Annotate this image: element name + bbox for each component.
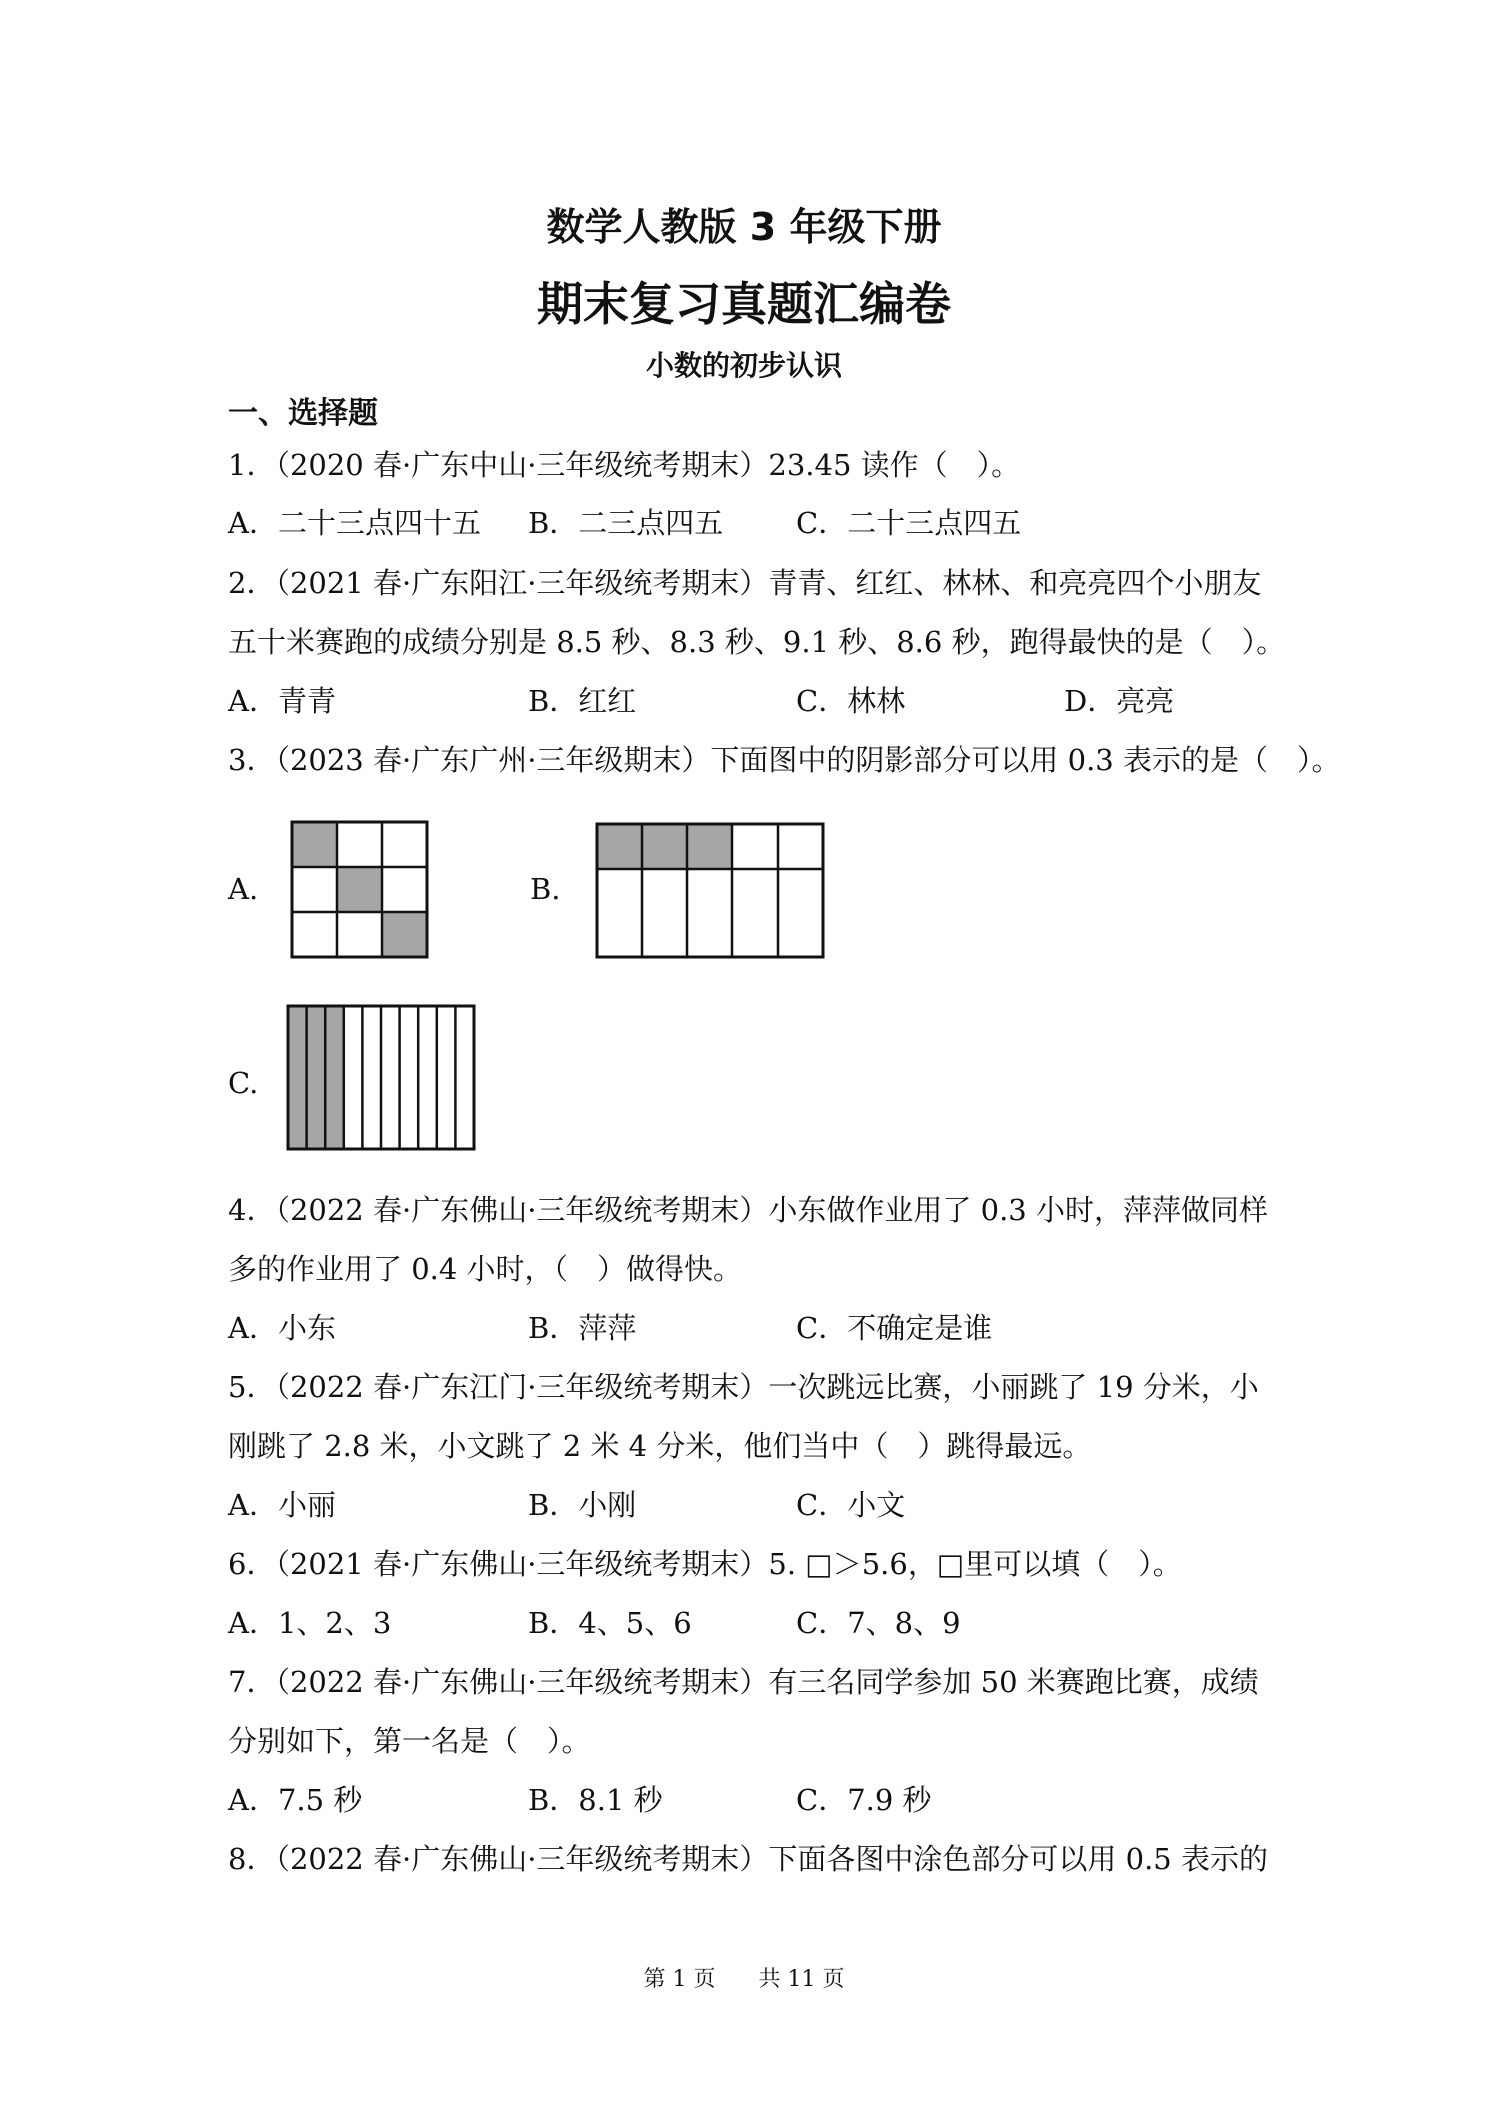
figure-c-shaded-strip [288,1006,307,1149]
question-2-stem-line2: 五十米赛跑的成绩分别是 8.5 秒、8.3 秒、9.1 秒、8.6 秒，跑得最快的是（ ）。 [228,625,1286,659]
figure-c-shaded-strip [307,1006,326,1149]
question-2-option-a: A．青青 [228,684,336,718]
question-1-option-a: A．二十三点四十五 [228,506,481,540]
question-3-figure-a [290,820,430,960]
document-topic: 小数的初步认识 [645,349,842,382]
document-title: 数学人教版 3 年级下册 [546,205,942,249]
question-4-stem-line2: 多的作业用了 0.4 小时，（ ）做得快。 [228,1252,743,1286]
question-6-option-a: A．1、2、3 [228,1606,392,1640]
figure-a-shaded-cell [337,867,382,912]
question-7-option-c: C．7.9 秒 [796,1783,932,1817]
figure-b-shaded-cell [687,824,732,869]
section-heading: 一、选择题 [228,396,378,431]
figure-a-shaded-cell [382,912,427,957]
page-footer [0,1962,1488,1993]
question-3-figure-b [595,822,827,960]
figure-b-shaded-cell [597,824,642,869]
page-number: 第 1 页 [643,1967,716,1992]
question-2-stem-line1: 2．（2021 春·广东阳江·三年级统考期末）青青、红红、林林、和亮亮四个小朋友 [228,566,1262,600]
question-6-stem: 6．（2021 春·广东佛山·三年级统考期末）5. □＞5.6，□里可以填（ ）。 [228,1547,1182,1581]
page-total: 共 11 页 [758,1967,845,1992]
figure-c-shaded-strip [325,1006,344,1149]
question-6-option-c: C．7、8、9 [796,1606,961,1640]
question-7-option-a: A．7.5 秒 [228,1783,363,1817]
question-3-figure-c [286,1004,478,1152]
question-7-stem-line2: 分别如下，第一名是（ ）。 [228,1724,591,1758]
question-3-label-c: C. [228,1066,259,1100]
question-1-stem: 1．（2020 春·广东中山·三年级统考期末）23.45 读作（ ）。 [228,448,1021,482]
question-3-stem: 3．（2023 春·广东广州·三年级期末）下面图中的阴影部分可以用 0.3 表示的是（ ）。 [228,743,1341,777]
figure-b-shaded-cell [642,824,687,869]
question-8-stem: 8．（2022 春·广东佛山·三年级统考期末）下面各图中涂色部分可以用 0.5 表示的 [228,1842,1268,1876]
question-4-stem-line1: 4．（2022 春·广东佛山·三年级统考期末）小东做作业用了 0.3 小时，萍萍做同样 [228,1193,1268,1227]
question-7-stem-line1: 7．（2022 春·广东佛山·三年级统考期末）有三名同学参加 50 米赛跑比赛，成绩 [228,1665,1259,1699]
question-4-option-a: A．小东 [228,1311,336,1345]
question-3-label-a: A. [228,872,259,906]
question-1-option-c: C．二十三点四五 [796,506,1022,540]
question-5-option-c: C．小文 [796,1488,906,1522]
figure-a-shaded-cell [292,822,337,867]
question-4-option-c: C．不确定是谁 [796,1311,993,1345]
question-7-option-b: B．8.1 秒 [528,1783,663,1817]
question-2-option-b: B．红红 [528,684,637,718]
document-subtitle: 期末复习真题汇编卷 [537,277,951,331]
question-5-option-b: B．小刚 [528,1488,637,1522]
question-2-option-d: D．亮亮 [1064,684,1175,718]
question-1-option-b: B．二三点四五 [528,506,724,540]
question-2-option-c: C．林林 [796,684,906,718]
question-3-label-b: B. [530,872,561,906]
question-6-option-b: B．4、5、6 [528,1606,692,1640]
question-5-stem-line1: 5．（2022 春·广东江门·三年级统考期末）一次跳远比赛，小丽跳了 19 分米，小 [228,1370,1259,1404]
question-5-option-a: A．小丽 [228,1488,336,1522]
question-5-stem-line2: 刚跳了 2.8 米，小文跳了 2 米 4 分米，他们当中（ ）跳得最远。 [228,1429,1092,1463]
question-4-option-b: B．萍萍 [528,1311,637,1345]
